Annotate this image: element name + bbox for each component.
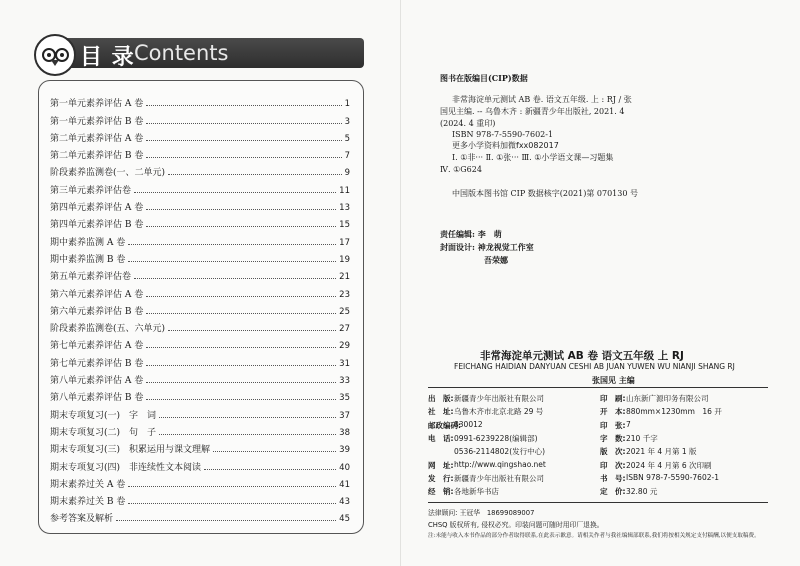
toc-entry-title: 第八单元素养评估 A 卷 [50, 376, 144, 387]
toc-entry-title: 期末专项复习(三) 积累运用与课文理解 [50, 445, 211, 456]
toc-leader-dots [146, 399, 336, 400]
info-label: 印 张: [600, 420, 626, 430]
toc-entry [50, 351, 350, 368]
copyright-notice: CHSQ 版权所有, 侵权必究。印装问题可随时用印厂退换。 [428, 521, 604, 529]
info-value: 830012 [454, 419, 483, 429]
toc-entry-page: 45 [339, 514, 350, 525]
toc-entry-title: 第七单元素养评估 B 卷 [50, 358, 144, 369]
toc-entry-page: 38 [339, 427, 350, 438]
toc-entry [50, 265, 350, 282]
info-value: http://www.qingshao.net [454, 459, 546, 469]
toc-entry [50, 473, 350, 490]
toc-entry-title: 第六单元素养评估 A 卷 [50, 289, 144, 300]
toc-leader-dots [159, 417, 336, 418]
info-value: 32.80 元 [626, 487, 658, 497]
toc-entry-page: 13 [339, 203, 350, 214]
toc-leader-dots [159, 434, 336, 435]
info-row [428, 472, 768, 485]
cip-heading: 图书在版编目(CIP)数据 [440, 73, 528, 83]
toc-entry-title: 第三单元素养评估卷 [50, 185, 132, 196]
toc-entry-page: 39 [339, 445, 350, 456]
toc-entry-title: 参考答案及解析 [50, 514, 114, 525]
cip-line: Ⅳ. ①G624 [440, 165, 482, 174]
info-row [428, 432, 768, 445]
cip-record: 中国版本图书馆 CIP 数据核字(2021)第 070130 号 [452, 189, 638, 198]
toc-entry-title: 第一单元素养评估 A 卷 [50, 99, 144, 110]
toc-entry-title: 第四单元素养评估 A 卷 [50, 203, 144, 214]
toc-leader-dots [146, 123, 341, 124]
toc-entry-page: 1 [344, 99, 350, 110]
toc-entry [50, 507, 350, 524]
toc-entry-page: 7 [344, 151, 350, 162]
info-value: ISBN 978-7-5590-7602-1 [626, 472, 719, 482]
book-editor: 张国见 主编 [592, 376, 635, 385]
info-value: 880mm×1230mm 16 开 [626, 407, 722, 417]
info-label: 发 行: [428, 473, 454, 483]
info-label [428, 446, 454, 457]
toc-entry-page: 11 [339, 185, 350, 196]
toc-leader-dots [146, 226, 336, 227]
toc-entry-page: 31 [339, 358, 350, 369]
info-row [428, 419, 768, 432]
toc-entry [50, 248, 350, 265]
info-row [428, 485, 768, 498]
toc-entry-title: 期末素养过关 B 卷 [50, 497, 126, 508]
info-row [428, 445, 768, 458]
toc-entry [50, 213, 350, 230]
info-label: 字 数: [600, 434, 626, 444]
toc-entry-title: 第五单元素养评估卷 [50, 272, 132, 283]
toc-entry-page: 23 [339, 289, 350, 300]
info-row [428, 458, 768, 471]
toc-leader-dots [128, 486, 336, 487]
info-label: 开 本: [600, 407, 626, 417]
toc-entry-page: 3 [344, 116, 350, 127]
toc-entry-title: 期末专项复习(二) 句 子 [50, 427, 157, 438]
toc-entry-title: 第二单元素养评估 A 卷 [50, 133, 144, 144]
info-value: 乌鲁木齐市北京北路 29 号 [454, 407, 544, 417]
toc-entry-page: 40 [339, 462, 350, 473]
toc-entry-title: 期末专项复习(四) 非连续性文本阅读 [50, 462, 202, 473]
toc-leader-dots [168, 174, 342, 175]
author-notice: 注:未能与收入本书作品的部分作者取得联系,在此表示歉意。请相关作者与我社编辑部联系,我们将按相关规定支付稿酬,以便支取稿费。 [428, 533, 760, 539]
toc-entry [50, 300, 350, 317]
toc-entry-title: 阶段素养监测卷(一、二单元) [50, 168, 166, 179]
book-title-pinyin: FEICHANG HAIDIAN DANYUAN CESHI AB JUAN YUWEN WU NIANJI SHANG RJ [454, 362, 735, 371]
info-label: 书 号: [600, 473, 626, 483]
info-value: 2024 年 4 月第 6 次印刷 [626, 460, 712, 470]
toc-entry-page: 5 [344, 133, 350, 144]
toc-entry-page: 27 [339, 324, 350, 335]
info-label: 网 址: [428, 460, 454, 470]
cip-line: 国见主编. -- 乌鲁木齐 : 新疆青少年出版社, 2021. 4 [440, 107, 625, 116]
info-label: 印 次: [600, 460, 626, 470]
toc-leader-dots [128, 244, 336, 245]
toc-entry-title: 第七单元素养评估 A 卷 [50, 341, 144, 352]
toc-leader-dots [146, 296, 336, 297]
info-row [428, 392, 768, 405]
toc-entry [50, 421, 350, 438]
toc-entry-page: 37 [339, 410, 350, 421]
toc-leader-dots [146, 313, 336, 314]
divider-line [428, 387, 768, 388]
info-row [428, 405, 768, 418]
info-value: 新疆青少年出版社有限公司 [454, 394, 544, 404]
toc-entry [50, 161, 350, 178]
toc-entry [50, 196, 350, 213]
toc-leader-dots [146, 382, 336, 383]
owl-mascot-icon [34, 34, 76, 76]
info-label: 电 话: [428, 434, 454, 444]
toc-entry [50, 230, 350, 247]
toc-entry [50, 369, 350, 386]
toc-leader-dots [213, 451, 336, 452]
toc-entry-page: 21 [339, 272, 350, 283]
info-label: 社 址: [428, 407, 454, 417]
cip-line: (2024. 4 重印) [440, 119, 496, 128]
cip-watermark-note: 更多小学资料加微fxx082017 [452, 141, 559, 150]
toc-leader-dots [146, 157, 341, 158]
info-value: 210 千字 [626, 434, 658, 444]
toc-entry-title: 期中素养监测 B 卷 [50, 254, 126, 265]
toc-entry-title: 期中素养监测 A 卷 [50, 237, 126, 248]
toc-entry-page: 9 [344, 168, 350, 179]
toc-entry [50, 386, 350, 403]
info-value: 0991-6239228(编辑部) [454, 434, 538, 444]
contents-title-cn: 目 录 [80, 45, 135, 70]
toc-entry-title: 第六单元素养评估 B 卷 [50, 306, 144, 317]
toc-entry-page: 19 [339, 254, 350, 265]
cip-isbn: ISBN 978-7-5590-7602-1 [452, 130, 554, 139]
toc-entry-title: 第四单元素养评估 B 卷 [50, 220, 144, 231]
toc-leader-dots [146, 347, 336, 348]
toc-leader-dots [146, 209, 336, 210]
publication-info [428, 392, 768, 498]
info-label: 出 版: [428, 394, 454, 404]
info-value: 新疆青少年出版社有限公司 [454, 473, 544, 483]
info-label: 邮政编码: [428, 420, 461, 430]
toc-leader-dots [204, 469, 336, 470]
toc-leader-dots [128, 261, 336, 262]
info-value: 山东新广源印务有限公司 [626, 394, 709, 404]
info-label: 版 次: [600, 447, 626, 457]
toc-entry-page: 35 [339, 393, 350, 404]
toc-entry [50, 317, 350, 334]
toc-leader-dots [146, 365, 336, 366]
divider-line [428, 502, 768, 503]
cover-designer: 封面设计: 神龙视觉工作室 [440, 242, 534, 252]
toc-entry [50, 92, 350, 109]
info-value: 7 [626, 419, 631, 429]
toc-leader-dots [146, 140, 341, 141]
toc-entry [50, 403, 350, 420]
toc-entry [50, 490, 350, 507]
toc-entry-page: 29 [339, 341, 350, 352]
toc-entry-title: 第一单元素养评估 B 卷 [50, 116, 144, 127]
toc-entry [50, 144, 350, 161]
cover-designer-2: 吾荣娜 [484, 255, 508, 265]
toc-entry-page: 43 [339, 497, 350, 508]
toc-entry-page: 17 [339, 237, 350, 248]
toc-entry-page: 41 [339, 479, 350, 490]
toc-leader-dots [146, 105, 341, 106]
toc-entry [50, 438, 350, 455]
toc-leader-dots [128, 503, 336, 504]
toc-entry-title: 第八单元素养评估 B 卷 [50, 393, 144, 404]
toc-entry [50, 178, 350, 195]
info-label: 印 刷: [600, 394, 626, 404]
toc-entry [50, 334, 350, 351]
toc-entry-page: 33 [339, 376, 350, 387]
info-value: 0536-2114802(发行中心) [454, 447, 546, 457]
info-value: 各地新华书店 [454, 487, 499, 497]
toc-entry-page: 25 [339, 306, 350, 317]
toc-leader-dots [116, 520, 336, 521]
info-value: 2021 年 4 月第 1 版 [626, 447, 697, 457]
toc-entry-title: 阶段素养监测卷(五、六单元) [50, 324, 166, 335]
toc-list [50, 92, 350, 524]
toc-entry [50, 282, 350, 299]
owl-beak-icon [51, 60, 59, 66]
cip-line: Ⅰ. ①非··· Ⅱ. ①张··· Ⅲ. ①小学语文课—习题集 [452, 153, 614, 162]
toc-entry [50, 455, 350, 472]
toc-entry-title: 期末专项复习(一) 字 词 [50, 410, 157, 421]
info-label: 经 销: [428, 487, 454, 497]
toc-entry-title: 第二单元素养评估 B 卷 [50, 151, 144, 162]
contents-title-en: Contents [134, 41, 229, 65]
info-label: 定 价: [600, 487, 626, 497]
book-title: 非常海淀单元测试 AB 卷 语文五年级 上 RJ [480, 350, 684, 362]
toc-entry [50, 109, 350, 126]
toc-leader-dots [134, 278, 336, 279]
responsible-editor: 责任编辑: 李 萌 [440, 229, 502, 239]
toc-entry-title: 期末素养过关 A 卷 [50, 479, 126, 490]
cip-line: 非常海淀单元测试 AB 卷. 语文五年级. 上 : RJ / 张 [452, 95, 632, 104]
legal-advisor: 法律顾问: 王冠华 18699089007 [428, 509, 535, 517]
toc-leader-dots [134, 192, 336, 193]
toc-entry-page: 15 [339, 220, 350, 231]
toc-entry [50, 127, 350, 144]
toc-leader-dots [168, 330, 336, 331]
